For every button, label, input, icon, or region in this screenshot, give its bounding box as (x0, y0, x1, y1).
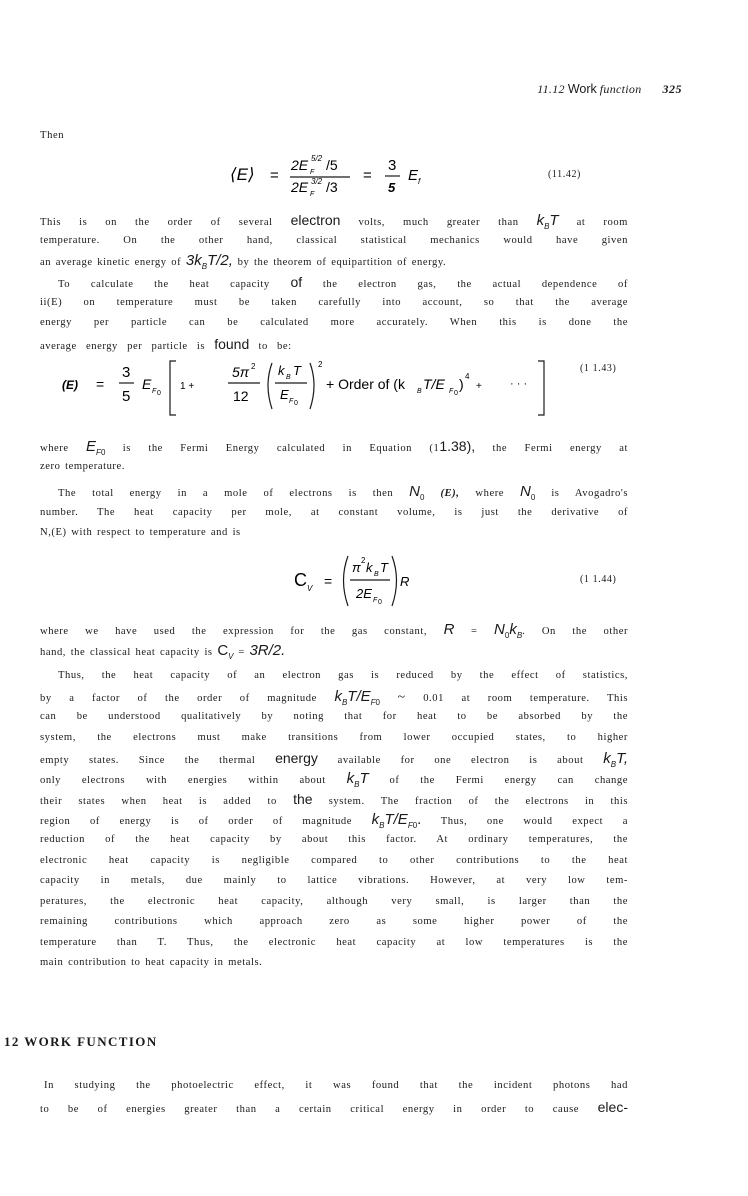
eq43-c-num-sup: 2 (251, 362, 256, 371)
eq42-num-sup: 5/2 (311, 154, 323, 163)
eq43-order: + Order of (k (326, 376, 405, 392)
eq43-left-paren (268, 363, 272, 409)
p4-n0b: $N_0$ (520, 483, 536, 502)
eq43-dots: · · · (510, 378, 528, 390)
p1-line-2: temperature. On the other hand, classical statistical mechanics would have given (40, 234, 628, 246)
running-header (537, 82, 682, 97)
p2-line1-a: To calculate the heat capacity (58, 279, 270, 290)
p6-line-14: temperature than T. Thus, the electronic heat capacity at low temperatures is the (40, 936, 628, 948)
eq44-cv-sub: V (307, 584, 313, 593)
p4-l1-b: where (475, 488, 505, 499)
p2-found: found (214, 335, 250, 352)
section-number: 11.12 (537, 82, 565, 96)
p4-line-3: N,(E) with respect to temperature and is (40, 527, 241, 538)
section-word-rest: function (599, 82, 642, 96)
eq43-plus: + (476, 381, 482, 392)
p6-l8-b: Thus, one would expect a (440, 815, 628, 827)
eq44-num-sub: B (374, 571, 379, 578)
p6-line-12: peratures, the electronic heat capacity, although very small, is larger than the (40, 895, 628, 907)
eq43-in-num: k (278, 363, 285, 378)
eq42-num-div: /5 (326, 157, 338, 173)
eq42-frac-num: 3 (388, 157, 397, 174)
equation-11-44 (290, 548, 510, 614)
eq-number-11-43: (1 1.43) (580, 363, 617, 374)
p3-where: where (40, 443, 69, 454)
eq44-num-t: T (380, 560, 388, 575)
eq42-den-sup: 3/2 (311, 177, 323, 186)
eq43-right-bracket (538, 361, 544, 415)
p6-line-4: system, the electrons must make transitions from lower occupied states, to higher (40, 731, 628, 743)
p5-r: R (443, 621, 455, 638)
p1-three-kbt: $3k_BT/2$, (185, 252, 233, 271)
p6-l5-b: available for one electron is about (337, 755, 584, 766)
eq43-order-sub2: F (449, 388, 454, 395)
eq43-frac-den: 5 (122, 388, 131, 405)
p2-line-2: ii(E) on temperature must be taken carefully into account, so that the average (40, 296, 628, 308)
eq44-den-sub: F (373, 597, 378, 604)
eq43-order-close: ) (459, 376, 464, 392)
eq43-pow4: 4 (465, 372, 470, 381)
p2-line4-b: to be: (258, 340, 292, 352)
eq43-in-den-sub0: 0 (294, 400, 298, 407)
eq44-num-sup: 2 (361, 556, 366, 565)
eq43-ef: E (142, 376, 152, 392)
eq44-r: R (400, 574, 410, 589)
p1-text-d: an average kinetic energy of (40, 257, 186, 268)
p4-l1-c: is Avogadro's (551, 488, 628, 499)
eq44-den-sub0: 0 (378, 599, 382, 606)
p3-mid: is the Fermi Energy calculated in Equation (1 (122, 443, 440, 454)
p1-electron: electron (290, 212, 341, 228)
eq42-eq1: = (270, 167, 279, 184)
eq44-right-paren (392, 556, 397, 606)
eq44-num: π (352, 560, 361, 575)
p2-line-3: energy per particle can be calculated more accurately. When this is done the (40, 317, 628, 328)
eq-number-11-42: (11.42) (548, 169, 581, 180)
eq43-c-num: 5π (232, 364, 250, 380)
eq43-order-sub: B (417, 388, 422, 395)
p6-l6-kbt: $k_BT$ (346, 769, 369, 789)
p6-line-15: main contribution to heat capacity in metals. (40, 957, 263, 968)
p6-line-3: can be understood qualitatively by noting that for heat to be absorbed by the (40, 711, 628, 722)
eq43-order-mid: T/E (423, 376, 445, 392)
p3-end: the Fermi energy at (492, 443, 629, 454)
eq43-left-bracket (170, 361, 176, 415)
p4-e-paren: (E), (440, 488, 460, 499)
p1-text-c: at room (558, 217, 628, 228)
eq43-ef-sub: F (152, 388, 157, 395)
p5-l2-a: hand, the classical heat capacity is (40, 646, 213, 658)
eq-number-11-44: (1 1.44) (580, 574, 617, 585)
p6-l7-b: system. The fraction of the electrons in this (328, 796, 628, 807)
p6-l8-a: region of energy is of order of magnitude (40, 815, 353, 827)
p4-l1-a: The total energy in a mole of electrons is then (58, 488, 394, 499)
eq43-ef-sub0: 0 (157, 390, 161, 397)
eq42-den-sub: F (310, 191, 315, 198)
paragraph-1 (40, 210, 628, 272)
eq43-in-num-t: T (293, 363, 301, 378)
p6-l6-a: only electrons with energies within about (40, 774, 326, 786)
p3-eqref: 1.38), (439, 438, 476, 454)
eq42-den-div: /3 (326, 179, 338, 195)
paragraph-7 (40, 1076, 628, 1117)
eq43-in-den: E (280, 387, 289, 402)
p6-l2-b: 0.01 at room temperature. This (423, 692, 629, 704)
p6-l7-the: the (293, 791, 313, 807)
p2-line1-of: of (290, 274, 303, 290)
eq43-eq: = (96, 376, 105, 392)
p6-l5-kbt: $k_BT$, (603, 750, 629, 769)
p1-kbt: $k_BT$ (536, 212, 559, 231)
eq42-rhs: E (408, 167, 419, 184)
p1-text-a: This is on the order of several (40, 217, 291, 228)
p1-text-b: volts, much greater than (340, 217, 537, 228)
eq43-right-paren (310, 363, 314, 409)
eq44-den: 2E (356, 586, 372, 601)
p6-l8-ratio: $k_BT/E_{F0}$. (371, 810, 422, 830)
eq42-num-sub: F (310, 169, 315, 176)
p6-line-11: capacity in metals, due mainly to lattice vibrations. However, at very low tem- (40, 875, 628, 886)
paragraph-3 (40, 436, 628, 477)
p5-cv-val: 3R/2. (249, 641, 286, 659)
eq43-order-sub20: 0 (454, 390, 458, 397)
p6-l2-approx: ~ (397, 689, 406, 705)
paragraph-4 (40, 482, 628, 544)
paragraph-5 (40, 620, 628, 661)
p4-n0: $N_0$ (409, 483, 425, 502)
p5-cv: $C_V$ (217, 641, 234, 661)
p2-line4-a: average energy per particle is (40, 340, 206, 352)
p5-n0kb: $N_0k_B$ (494, 621, 523, 640)
p6-line-9: reduction of the heat capacity by about this factor. At ordinary temperatures, the (40, 834, 628, 845)
p6-line-13: remaining contributions which approach zero as some higher power of the (40, 916, 628, 927)
p1-text-e: by the theorem of equipartition of energy. (232, 257, 447, 268)
eq43-c-den: 12 (233, 388, 249, 404)
p5-l1-b: . On the other (522, 626, 629, 637)
p6-l5-a: empty states. Since the thermal (40, 755, 256, 766)
p6-l2-ratio: $k_BT/E_{F0}$ (334, 687, 380, 707)
equation-11-43 (60, 355, 620, 425)
p2-line1-b: the electron gas, the actual dependence of (322, 279, 628, 290)
then-word: Then (40, 130, 65, 141)
page-number: 325 (662, 82, 682, 96)
p6-l6-b: of the Fermi energy can change (389, 774, 628, 786)
p6-l5-energy: energy (275, 750, 318, 766)
section-word: Work (567, 82, 597, 96)
p6-l7-a: their states when heat is added to (40, 796, 277, 807)
eq42-num: 2E (291, 157, 309, 173)
eq42-rhs-sub: f (418, 177, 421, 186)
eq43-frac-num: 3 (122, 364, 131, 381)
p6-line-1: Thus, the heat capacity of an electron gas is reduced by the effect of statistics, (58, 670, 628, 681)
p3-ef: $E_{F0}$ (86, 438, 106, 457)
eq43-one-plus: 1 + (180, 381, 195, 392)
p7-l2-a: to be of energies greater than a certain critical energy in order to cause (40, 1103, 580, 1115)
eq42-frac-den: 5 (388, 180, 396, 195)
p3-line-2: zero temperature. (40, 460, 125, 472)
eq44-eq: = (324, 573, 333, 589)
eq42-den: 2E (291, 179, 309, 195)
section-heading: 12 WORK FUNCTION (4, 1034, 158, 1049)
eq43-lhs: (E) (62, 378, 78, 392)
paragraph-2 (40, 272, 628, 354)
eq43-in-num-sub: B (286, 374, 291, 381)
p5-l1-a: where we have used the expression for the gas constant, (40, 626, 428, 637)
eq44-left-paren (344, 556, 349, 606)
p7-l2-elec: elec- (597, 1098, 628, 1115)
paragraph-6 (40, 666, 628, 974)
eq43-in-den-sub: F (289, 398, 294, 405)
eq42-lhs: ⟨E⟩ (230, 165, 255, 184)
p6-l2-a: by a factor of the order of magnitude (40, 692, 317, 704)
p6-line-10: electronic heat capacity is negligible compared to other contributions to the heat (40, 854, 628, 866)
p7-line-1: In studying the photoelectric effect, it was found that the incident photons had (44, 1080, 628, 1091)
eq44-num-k: k (366, 560, 373, 575)
eq43-pow2: 2 (318, 360, 323, 369)
eq42-eq2: = (363, 167, 372, 184)
p5-cv-eq: = (238, 646, 245, 658)
eq44-cv: C (294, 570, 307, 590)
p4-line-2: number. The heat capacity per mole, at constant volume, is just the derivative of (40, 506, 628, 518)
p5-eq: = (470, 626, 478, 637)
